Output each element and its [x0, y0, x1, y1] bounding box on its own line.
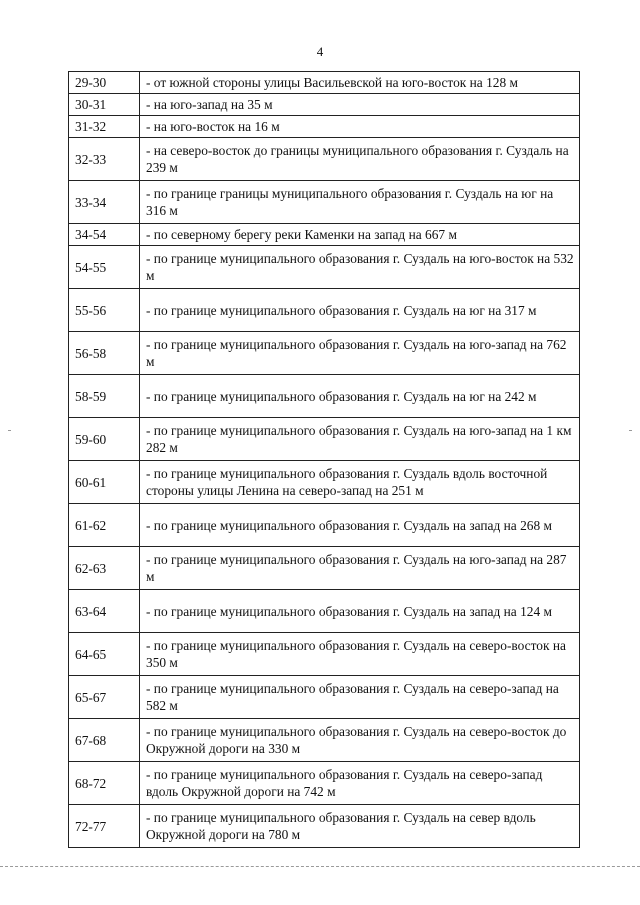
- table-row: [69, 676, 580, 719]
- table-row: [69, 547, 580, 590]
- description-cell: - по границе муниципального образования г. Суздаль на запад на 268 м: [140, 504, 580, 547]
- segment-cell: 62-63: [69, 547, 140, 590]
- description-cell: - на юго-запад на 35 м: [140, 94, 580, 116]
- table-row: [69, 72, 580, 94]
- table-row: [69, 224, 580, 246]
- description-cell: - на юго-восток на 16 м: [140, 116, 580, 138]
- scan-edge-line: [0, 866, 640, 867]
- table-row: [69, 181, 580, 224]
- table-row: [69, 633, 580, 676]
- description-cell: - по границе муниципального образования г. Суздаль на юго-запад на 1 км 282 м: [140, 418, 580, 461]
- table-row: [69, 418, 580, 461]
- description-cell: - по границе муниципального образования г. Суздаль на северо-восток на 350 м: [140, 633, 580, 676]
- description-cell: - по границе муниципального образования г. Суздаль вдоль восточной стороны улицы Ленина на северо-запад на 251 м: [140, 461, 580, 504]
- table-row: [69, 504, 580, 547]
- segment-cell: 64-65: [69, 633, 140, 676]
- table-row: [69, 289, 580, 332]
- segment-cell: 60-61: [69, 461, 140, 504]
- table-row: [69, 94, 580, 116]
- segment-cell: 30-31: [69, 94, 140, 116]
- description-cell: - по границе границы муниципального образования г. Суздаль на юг на 316 м: [140, 181, 580, 224]
- segment-cell: 56-58: [69, 332, 140, 375]
- segment-cell: 67-68: [69, 719, 140, 762]
- segment-cell: 34-54: [69, 224, 140, 246]
- description-cell: - по границе муниципального образования г. Суздаль на северо-восток до Окружной дороги на 330 м: [140, 719, 580, 762]
- table-row: [69, 138, 580, 181]
- page-number: 4: [316, 44, 324, 59]
- table-row: [69, 116, 580, 138]
- segment-cell: 65-67: [69, 676, 140, 719]
- table-row: [69, 762, 580, 805]
- description-cell: - по границе муниципального образования г. Суздаль на юг на 317 м: [140, 289, 580, 332]
- table-row: [69, 590, 580, 633]
- table-row: [69, 805, 580, 848]
- boundary-table-body: [69, 72, 580, 848]
- segment-cell: 63-64: [69, 590, 140, 633]
- segment-cell: 32-33: [69, 138, 140, 181]
- description-cell: - по границе муниципального образования г. Суздаль на юго-запад на 762 м: [140, 332, 580, 375]
- segment-cell: 54-55: [69, 246, 140, 289]
- table-row: [69, 375, 580, 418]
- description-cell: - по границе муниципального образования г. Суздаль на северо-запад на 582 м: [140, 676, 580, 719]
- description-cell: - по границе муниципального образования г. Суздаль на северо-запад вдоль Окружной дороги на 742 м: [140, 762, 580, 805]
- description-cell: - по северному берегу реки Каменки на запад на 667 м: [140, 224, 580, 246]
- table-row: [69, 461, 580, 504]
- segment-cell: 72-77: [69, 805, 140, 848]
- description-cell: - по границе муниципального образования г. Суздаль на север вдоль Окружной дороги на 780 м: [140, 805, 580, 848]
- segment-cell: 31-32: [69, 116, 140, 138]
- description-cell: - от южной стороны улицы Васильевской на юго-восток на 128 м: [140, 72, 580, 94]
- margin-mark: [629, 430, 632, 431]
- description-cell: - на северо-восток до границы муниципального образования г. Суздаль на 239 м: [140, 138, 580, 181]
- table-row: [69, 719, 580, 762]
- boundary-description-table: [68, 71, 580, 848]
- segment-cell: 59-60: [69, 418, 140, 461]
- table-row: [69, 246, 580, 289]
- description-cell: - по границе муниципального образования г. Суздаль на запад на 124 м: [140, 590, 580, 633]
- segment-cell: 55-56: [69, 289, 140, 332]
- segment-cell: 61-62: [69, 504, 140, 547]
- margin-mark: [8, 430, 11, 431]
- description-cell: - по границе муниципального образования г. Суздаль на юг на 242 м: [140, 375, 580, 418]
- segment-cell: 33-34: [69, 181, 140, 224]
- table-row: [69, 332, 580, 375]
- segment-cell: 58-59: [69, 375, 140, 418]
- segment-cell: 29-30: [69, 72, 140, 94]
- description-cell: - по границе муниципального образования г. Суздаль на юго-запад на 287 м: [140, 547, 580, 590]
- segment-cell: 68-72: [69, 762, 140, 805]
- description-cell: - по границе муниципального образования г. Суздаль на юго-восток на 532 м: [140, 246, 580, 289]
